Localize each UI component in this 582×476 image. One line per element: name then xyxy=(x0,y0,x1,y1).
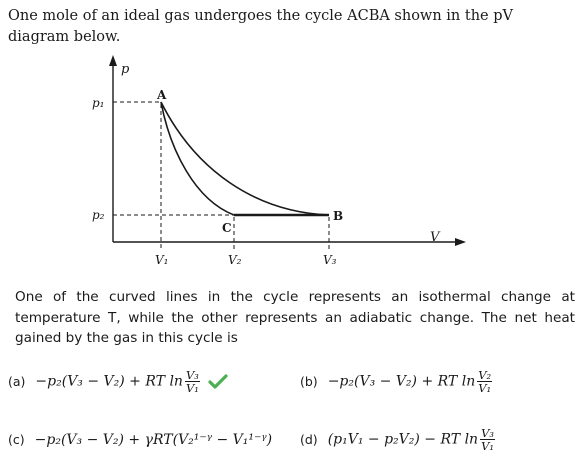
v-axis-arrow xyxy=(455,238,466,246)
option-d-label: (d) xyxy=(300,431,318,447)
question-intro: One mole of an ideal gas undergoes the cycle ACBA shown in the pV diagram below. xyxy=(8,8,513,45)
checkmark-icon xyxy=(208,374,228,390)
option-c[interactable] xyxy=(8,432,272,448)
tick-v2-label: V₂ xyxy=(228,253,242,267)
point-a-label: A xyxy=(157,88,167,102)
option-a-label: (a) xyxy=(8,373,26,389)
option-b-num: V₂ xyxy=(478,368,492,382)
tick-p2-label: p₂ xyxy=(92,208,105,222)
option-a-expr: −p₂(V₃ − V₂) + RT ln xyxy=(35,373,183,390)
option-a-den: V₁ xyxy=(185,381,199,395)
tick-v1-label: V₁ xyxy=(155,253,169,267)
option-d-num: V₃ xyxy=(481,426,494,440)
option-c-label: (c) xyxy=(8,432,25,447)
option-b-expr: −p₂(V₃ − V₂) + RT ln xyxy=(327,373,476,390)
point-b-label: B xyxy=(333,209,344,223)
tick-p1-label: p₁ xyxy=(92,96,105,110)
isothermal-curve-a-b xyxy=(161,102,329,215)
tick-v3-label: V₃ xyxy=(323,253,337,267)
option-b-label: (b) xyxy=(300,373,318,389)
p-axis-label: p xyxy=(121,62,130,77)
adiabatic-curve-a-c xyxy=(161,102,234,215)
question-body: One of the curved lines in the cycle represents an isothermal change at temperature T, while the other represents an adiabatic change. The net heat gained by the gas in this cycle is xyxy=(15,289,575,346)
option-b-fraction xyxy=(477,369,492,394)
p-axis-arrow xyxy=(109,55,117,66)
option-c-expr: −p₂(V₃ − V₂) + γRT(V₂¹⁻ᵞ − V₁¹⁻ᵞ) xyxy=(34,432,273,448)
option-d-fraction xyxy=(480,427,495,452)
option-d-expr: (p₁V₁ − p₂V₂) − RT ln xyxy=(327,431,479,448)
option-b[interactable] xyxy=(300,369,492,394)
option-b-den: V₁ xyxy=(478,381,492,395)
option-a-num: V₃ xyxy=(185,368,199,382)
option-d-den: V₁ xyxy=(481,439,494,453)
option-a[interactable] xyxy=(8,369,228,394)
v-axis-label: V xyxy=(430,230,440,245)
option-d[interactable] xyxy=(300,427,495,452)
option-a-fraction xyxy=(185,369,200,394)
point-c-label: C xyxy=(222,221,232,235)
